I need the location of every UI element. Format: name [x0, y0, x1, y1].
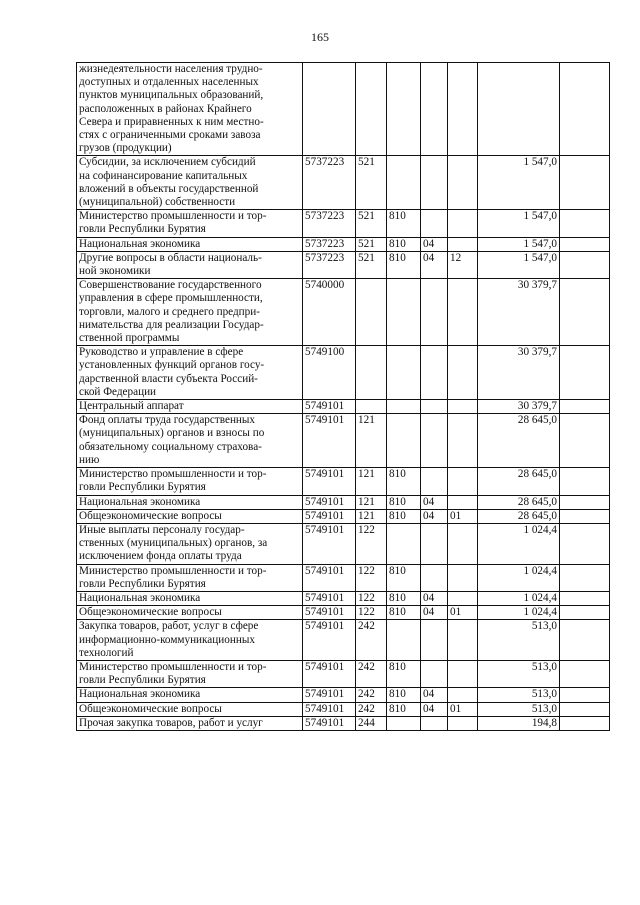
administrator-code-cell [387, 156, 421, 210]
expense-type-cell: 521 [356, 251, 387, 278]
target-article-cell: 5749101 [303, 606, 356, 620]
subsection-code-cell [448, 620, 478, 661]
administrator-code-cell [387, 346, 421, 400]
subsection-code-cell [448, 63, 478, 156]
table-row [77, 660, 610, 687]
administrator-code-cell: 810 [387, 251, 421, 278]
section-code-cell [421, 468, 448, 495]
item-name-cell: Руководство и управление в сфере установленных функций органов госу- дарственной власти субъекта Россий- ской Федерации [77, 346, 303, 400]
table-row [77, 468, 610, 495]
administrator-code-cell: 810 [387, 509, 421, 523]
administrator-code-cell [387, 279, 421, 346]
section-code-cell: 04 [421, 509, 448, 523]
section-code-cell [421, 279, 448, 346]
section-code-cell: 04 [421, 606, 448, 620]
subsection-code-cell: 12 [448, 251, 478, 278]
administrator-code-cell [387, 63, 421, 156]
amount-cell: 28 645,0 [478, 414, 560, 468]
administrator-code-cell: 810 [387, 591, 421, 605]
administrator-code-cell: 810 [387, 237, 421, 251]
expense-type-cell: 244 [356, 716, 387, 730]
amount-cell: 1 547,0 [478, 210, 560, 237]
item-name-cell: Общеэкономические вопросы [77, 509, 303, 523]
expense-type-cell: 122 [356, 523, 387, 564]
extra-empty-cell [560, 237, 610, 251]
expense-type-cell [356, 346, 387, 400]
table-row [77, 495, 610, 509]
subsection-code-cell: 01 [448, 509, 478, 523]
table-row [77, 210, 610, 237]
section-code-cell [421, 346, 448, 400]
extra-empty-cell [560, 660, 610, 687]
table-row [77, 716, 610, 730]
extra-empty-cell [560, 591, 610, 605]
target-article-cell: 5749100 [303, 346, 356, 400]
target-article-cell: 5749101 [303, 591, 356, 605]
target-article-cell: 5749101 [303, 660, 356, 687]
expense-type-cell: 521 [356, 156, 387, 210]
table-row [77, 251, 610, 278]
expense-type-cell: 521 [356, 237, 387, 251]
item-name-cell: Министерство промышленности и тор- говли Республики Бурятия [77, 564, 303, 591]
amount-cell: 513,0 [478, 688, 560, 702]
item-name-cell: Национальная экономика [77, 495, 303, 509]
amount-cell: 28 645,0 [478, 495, 560, 509]
subsection-code-cell [448, 495, 478, 509]
target-article-cell: 5749101 [303, 509, 356, 523]
expense-type-cell: 122 [356, 591, 387, 605]
section-code-cell [421, 716, 448, 730]
amount-cell: 1 024,4 [478, 606, 560, 620]
amount-cell: 513,0 [478, 620, 560, 661]
amount-cell: 513,0 [478, 660, 560, 687]
extra-empty-cell [560, 251, 610, 278]
extra-empty-cell [560, 564, 610, 591]
item-name-cell: Национальная экономика [77, 237, 303, 251]
item-name-cell: Закупка товаров, работ, услуг в сфере информационно-коммуникационных технологий [77, 620, 303, 661]
section-code-cell [421, 210, 448, 237]
subsection-code-cell [448, 279, 478, 346]
table-row [77, 523, 610, 564]
extra-empty-cell [560, 156, 610, 210]
section-code-cell: 04 [421, 591, 448, 605]
extra-empty-cell [560, 63, 610, 156]
administrator-code-cell [387, 414, 421, 468]
subsection-code-cell [448, 346, 478, 400]
table-row [77, 564, 610, 591]
table-row [77, 688, 610, 702]
target-article-cell: 5749101 [303, 495, 356, 509]
administrator-code-cell: 810 [387, 688, 421, 702]
table-row [77, 414, 610, 468]
amount-cell: 28 645,0 [478, 468, 560, 495]
expense-type-cell: 242 [356, 620, 387, 661]
extra-empty-cell [560, 414, 610, 468]
amount-cell: 30 379,7 [478, 279, 560, 346]
section-code-cell: 04 [421, 237, 448, 251]
section-code-cell [421, 63, 448, 156]
expense-type-cell: 122 [356, 564, 387, 591]
target-article-cell: 5749101 [303, 716, 356, 730]
extra-empty-cell [560, 210, 610, 237]
section-code-cell: 04 [421, 495, 448, 509]
target-article-cell: 5749101 [303, 400, 356, 414]
amount-cell: 1 024,4 [478, 523, 560, 564]
subsection-code-cell: 01 [448, 606, 478, 620]
amount-cell: 1 024,4 [478, 591, 560, 605]
section-code-cell [421, 620, 448, 661]
administrator-code-cell: 810 [387, 210, 421, 237]
section-code-cell [421, 564, 448, 591]
amount-cell: 1 547,0 [478, 156, 560, 210]
item-name-cell: Фонд оплаты труда государственных (муниципальных) органов и взносы по обязательному социальному страхова- нию [77, 414, 303, 468]
extra-empty-cell [560, 620, 610, 661]
item-name-cell: Иные выплаты персоналу государ- ственных (муниципальных) органов, за исключением фонда оплаты труда [77, 523, 303, 564]
subsection-code-cell [448, 237, 478, 251]
target-article-cell: 5737223 [303, 237, 356, 251]
table-row [77, 702, 610, 716]
administrator-code-cell: 810 [387, 606, 421, 620]
item-name-cell: Другие вопросы в области националь- ной экономики [77, 251, 303, 278]
expense-type-cell: 121 [356, 468, 387, 495]
budget-table [76, 62, 610, 731]
item-name-cell: жизнедеятельности населения трудно- доступных и отдаленных населенных пунктов муниципальных образований, расположенных в районах Крайнего Севера и приравненных к ним местно- стях с ограниченными сроками завоза грузов (продукции) [77, 63, 303, 156]
target-article-cell [303, 63, 356, 156]
amount-cell: 1 547,0 [478, 251, 560, 278]
amount-cell: 194,8 [478, 716, 560, 730]
section-code-cell: 04 [421, 702, 448, 716]
table-row [77, 400, 610, 414]
expense-type-cell: 521 [356, 210, 387, 237]
extra-empty-cell [560, 523, 610, 564]
target-article-cell: 5749101 [303, 702, 356, 716]
expense-type-cell: 242 [356, 688, 387, 702]
target-article-cell: 5749101 [303, 414, 356, 468]
subsection-code-cell [448, 468, 478, 495]
item-name-cell: Центральный аппарат [77, 400, 303, 414]
amount-cell: 513,0 [478, 702, 560, 716]
subsection-code-cell: 01 [448, 702, 478, 716]
administrator-code-cell [387, 716, 421, 730]
item-name-cell: Национальная экономика [77, 591, 303, 605]
section-code-cell [421, 414, 448, 468]
section-code-cell: 04 [421, 251, 448, 278]
expense-type-cell: 122 [356, 606, 387, 620]
section-code-cell [421, 156, 448, 210]
table-row [77, 237, 610, 251]
extra-empty-cell [560, 702, 610, 716]
item-name-cell: Министерство промышленности и тор- говли Республики Бурятия [77, 210, 303, 237]
administrator-code-cell: 810 [387, 660, 421, 687]
extra-empty-cell [560, 509, 610, 523]
section-code-cell: 04 [421, 688, 448, 702]
subsection-code-cell [448, 414, 478, 468]
extra-empty-cell [560, 606, 610, 620]
section-code-cell [421, 523, 448, 564]
expense-type-cell [356, 279, 387, 346]
subsection-code-cell [448, 156, 478, 210]
subsection-code-cell [448, 660, 478, 687]
expense-type-cell: 121 [356, 495, 387, 509]
extra-empty-cell [560, 468, 610, 495]
item-name-cell: Субсидии, за исключением субсидий на софинансирование капитальных вложений в объекты государственной (муниципальной) собственности [77, 156, 303, 210]
target-article-cell: 5737223 [303, 251, 356, 278]
expense-type-cell: 242 [356, 660, 387, 687]
target-article-cell: 5749101 [303, 564, 356, 591]
item-name-cell: Министерство промышленности и тор- говли Республики Бурятия [77, 468, 303, 495]
expense-type-cell: 121 [356, 414, 387, 468]
administrator-code-cell: 810 [387, 495, 421, 509]
item-name-cell: Совершенствование государственного управления в сфере промышленности, торговли, малого и среднего предпри- нимательства для реализации Государ- ственной программы [77, 279, 303, 346]
subsection-code-cell [448, 591, 478, 605]
amount-cell [478, 63, 560, 156]
target-article-cell: 5749101 [303, 620, 356, 661]
target-article-cell: 5740000 [303, 279, 356, 346]
amount-cell: 30 379,7 [478, 400, 560, 414]
table-row [77, 63, 610, 156]
subsection-code-cell [448, 564, 478, 591]
target-article-cell: 5749101 [303, 523, 356, 564]
amount-cell: 1 024,4 [478, 564, 560, 591]
target-article-cell: 5737223 [303, 210, 356, 237]
table-row [77, 509, 610, 523]
administrator-code-cell: 810 [387, 564, 421, 591]
item-name-cell: Национальная экономика [77, 688, 303, 702]
subsection-code-cell [448, 523, 478, 564]
extra-empty-cell [560, 495, 610, 509]
extra-empty-cell [560, 400, 610, 414]
expense-type-cell: 242 [356, 702, 387, 716]
item-name-cell: Прочая закупка товаров, работ и услуг [77, 716, 303, 730]
target-article-cell: 5749101 [303, 468, 356, 495]
target-article-cell: 5749101 [303, 688, 356, 702]
table-row [77, 279, 610, 346]
budget-table-body [77, 63, 610, 731]
expense-type-cell [356, 400, 387, 414]
administrator-code-cell: 810 [387, 702, 421, 716]
table-row [77, 620, 610, 661]
extra-empty-cell [560, 346, 610, 400]
item-name-cell: Общеэкономические вопросы [77, 702, 303, 716]
amount-cell: 28 645,0 [478, 509, 560, 523]
subsection-code-cell [448, 400, 478, 414]
expense-type-cell [356, 63, 387, 156]
subsection-code-cell [448, 688, 478, 702]
amount-cell: 1 547,0 [478, 237, 560, 251]
administrator-code-cell [387, 400, 421, 414]
item-name-cell: Общеэкономические вопросы [77, 606, 303, 620]
table-row [77, 156, 610, 210]
table-row [77, 346, 610, 400]
subsection-code-cell [448, 210, 478, 237]
extra-empty-cell [560, 688, 610, 702]
target-article-cell: 5737223 [303, 156, 356, 210]
administrator-code-cell [387, 620, 421, 661]
extra-empty-cell [560, 716, 610, 730]
administrator-code-cell: 810 [387, 468, 421, 495]
subsection-code-cell [448, 716, 478, 730]
extra-empty-cell [560, 279, 610, 346]
section-code-cell [421, 400, 448, 414]
administrator-code-cell [387, 523, 421, 564]
expense-type-cell: 121 [356, 509, 387, 523]
amount-cell: 30 379,7 [478, 346, 560, 400]
item-name-cell: Министерство промышленности и тор- говли Республики Бурятия [77, 660, 303, 687]
page-number: 165 [311, 30, 329, 44]
table-row [77, 606, 610, 620]
table-row [77, 591, 610, 605]
section-code-cell [421, 660, 448, 687]
